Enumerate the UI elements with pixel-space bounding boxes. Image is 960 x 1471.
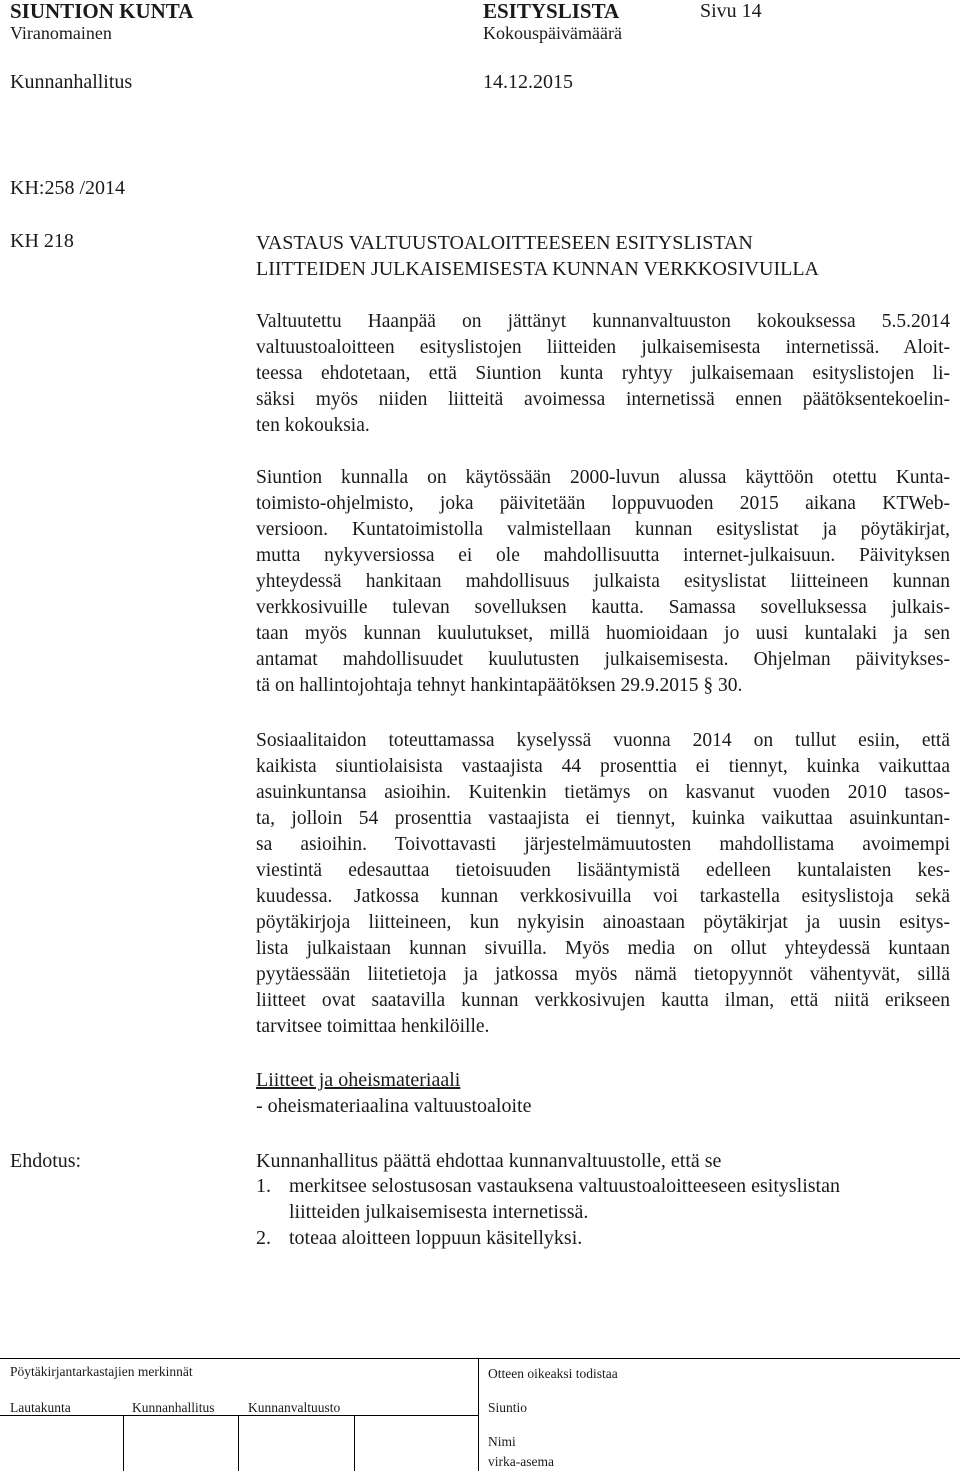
- text-line: valtuustoaloitteen esityslistojen liitteiden julkaisemisesta internetissä. Aloit-: [256, 337, 950, 358]
- text-line: teessa ehdotetaan, että Siuntion kunta ryhtyy julkaisemaan esityslistojen li-: [256, 363, 950, 384]
- footer-column-municipal-board: Kunnanhallitus: [132, 1400, 215, 1415]
- item-title-line: VASTAUS VALTUUSTOALOITTEESEEN ESITYSLISTAN: [256, 232, 753, 254]
- proposal-intro: Kunnanhallitus päättä ehdottaa kunnanvaltuustolle, että se: [256, 1150, 722, 1172]
- text-line: versioon. Kuntatoimistolla valmistellaan kunnan esityslistat ja pöytäkirjat,: [256, 519, 950, 540]
- reviewers-label: Pöytäkirjantarkastajien merkinnät: [10, 1364, 193, 1379]
- document-type: ESITYSLISTA: [483, 0, 620, 23]
- paragraph-software: [256, 465, 950, 699]
- attachments-heading: Liitteet ja oheismateriaali: [256, 1069, 461, 1091]
- proposal-item-2-number: 2.: [256, 1227, 271, 1249]
- text-line: asuinkuntansa asioihin. Kuitenkin tietämys on kasvanut vuoden 2010 tasos-: [256, 782, 950, 803]
- text-line: lista julkaistaan kunnan sivuilla. Myös media on ollut yhteydessä kuntaan: [256, 938, 950, 959]
- footer-top-border: [0, 1358, 960, 1359]
- text-line: viestintä edesauttaa tietoisuuden lisääntymistä edelleen kuntalaisten kes-: [256, 860, 950, 881]
- case-reference: KH:258 /2014: [10, 177, 125, 199]
- text-line: kaikista siuntiolaisista vastaajista 44 prosenttia ei tiennyt, kuinka vaikuttaa: [256, 756, 950, 777]
- text-line: ten kokouksia.: [256, 415, 370, 436]
- footer-name-label: Nimi: [488, 1434, 516, 1449]
- text-line: verkkosivuille tulevan sovelluksen kautta. Samassa sovelluksessa julkais-: [256, 597, 950, 618]
- footer-col-divider: [238, 1415, 239, 1471]
- text-line: tä on hallintojohtaja tehnyt hankintapäätöksen 29.9.2015 § 30.: [256, 675, 743, 696]
- text-line: toimisto-ohjelmisto, joka päivitetään loppuvuoden 2015 aikana KTWeb-: [256, 493, 950, 514]
- organization-name: SIUNTION KUNTA: [10, 0, 194, 23]
- certified-label: Otteen oikeaksi todistaa: [488, 1366, 618, 1381]
- text-line: pöytäkirjoja liitteineen, kun nykyisin ainoastaan pöytäkirjat ja uusin esitys-: [256, 912, 950, 933]
- text-line: mutta nykyversiossa ei ole mahdollisuutta internet-julkaisuun. Päivityksen: [256, 545, 950, 566]
- meeting-date-label: Kokouspäivämäärä: [483, 23, 622, 43]
- footer-mid-border: [0, 1415, 478, 1416]
- authority-label: Viranomainen: [10, 23, 112, 43]
- proposal-item-1: merkitsee selostusosan vastauksena valtuustoaloitteeseen esityslistan: [289, 1175, 840, 1197]
- text-line: Valtuutettu Haanpää on jättänyt kunnanvaltuuston kokouksessa 5.5.2014: [256, 311, 950, 332]
- text-line: sa asioihin. Toivottavasti järjestelmämuutosten mahdollistama avoimempi: [256, 834, 950, 855]
- text-line: kuudessa. Jatkossa kunnan verkkosivuilla voi tarkastella esityslistoja sekä: [256, 886, 950, 907]
- footer-col-divider: [123, 1415, 124, 1471]
- governing-body: Kunnanhallitus: [10, 71, 133, 93]
- paragraph-survey: [256, 728, 950, 1040]
- footer-col-divider: [354, 1415, 355, 1471]
- signature-footer: [0, 1358, 960, 1471]
- text-line: yhteydessä hankitaan mahdollisuus julkaista esityslistat liitteineen kunnan: [256, 571, 950, 592]
- proposal-label: Ehdotus:: [10, 1150, 82, 1172]
- item-number: KH 218: [10, 230, 74, 252]
- proposal-item-2: toteaa aloitteen loppuun käsitellyksi.: [289, 1227, 583, 1249]
- proposal-item-1-number: 1.: [256, 1175, 271, 1197]
- attachment-item: - oheismateriaalina valtuustoaloite: [256, 1095, 532, 1117]
- text-line: taan myös kunnan kuulutukset, millä huomioidaan jo uusi kuntalaki ja sen: [256, 623, 950, 644]
- footer-title-label: virka-asema: [488, 1454, 554, 1469]
- page-header: [0, 0, 960, 96]
- footer-column-council: Kunnanvaltuusto: [248, 1400, 341, 1415]
- footer-place: Siuntio: [488, 1400, 528, 1415]
- meeting-date: 14.12.2015: [483, 71, 573, 93]
- text-line: Sosiaalitaidon toteuttamassa kyselyssä vuonna 2014 on tullut esiin, että: [256, 730, 950, 751]
- paragraph-initiative: [256, 309, 950, 439]
- item-title: [256, 230, 950, 282]
- text-line: antamat mahdollisuudet kuulutusten julkaisemisesta. Ohjelman päivitykses-: [256, 649, 950, 670]
- text-line: Siuntion kunnalla on käytössään 2000-luvun alussa käyttöön otettu Kunta-: [256, 467, 950, 488]
- text-line: liitteet ovat saatavilla kunnan verkkosivujen kautta ilman, että niitä erikseen: [256, 990, 950, 1011]
- text-line: pyytäessään liitetietoja ja jatkossa myös nämä tietopyynnöt vähentyvät, sillä: [256, 964, 950, 985]
- footer-column-board: Lautakunta: [10, 1400, 71, 1415]
- text-line: tarvitsee toimittaa henkilöille.: [256, 1016, 490, 1037]
- text-line: ta, jolloin 54 prosenttia vastaajista ei tiennyt, kuinka vaikuttaa asuinkuntan-: [256, 808, 950, 829]
- item-title-line: LIITTEIDEN JULKAISEMISESTA KUNNAN VERKKOSIVUILLA: [256, 258, 819, 280]
- text-line: säksi myös niiden liitteitä avoimessa internetissä ennen päätöksentekoelin-: [256, 389, 950, 410]
- page-number: Sivu 14: [700, 0, 762, 22]
- footer-divider: [478, 1358, 479, 1471]
- proposal-item-1-cont: liitteiden julkaisemisesta internetissä.: [289, 1201, 589, 1223]
